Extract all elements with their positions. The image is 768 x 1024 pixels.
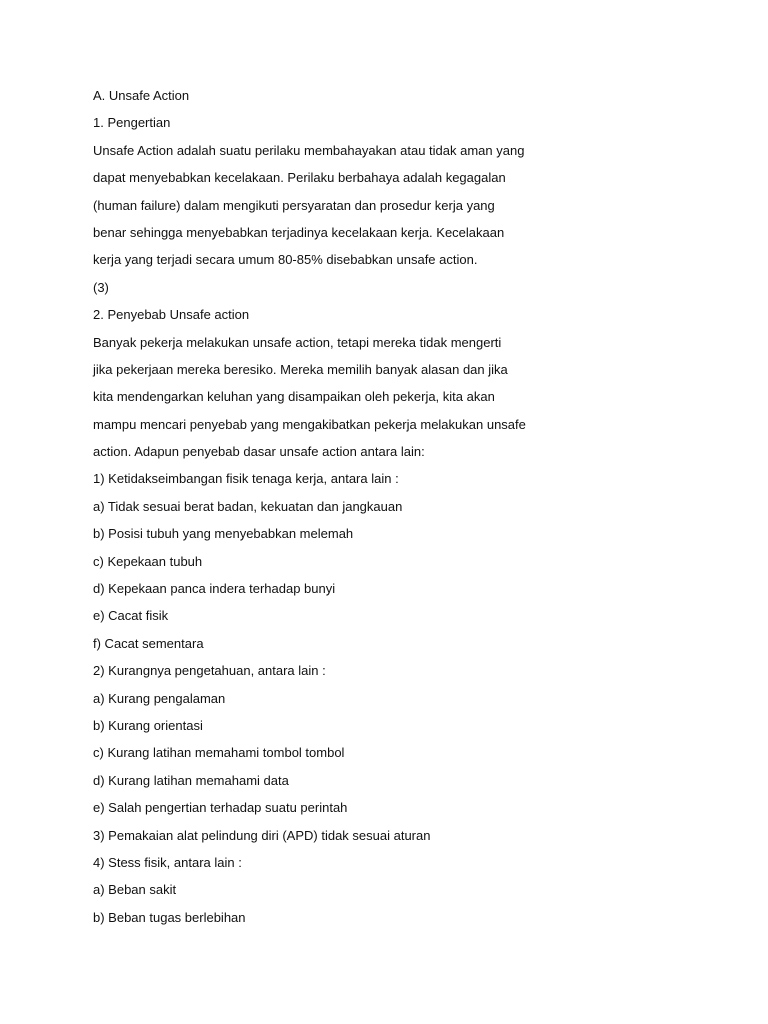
list-item: c) Kurang latihan memahami tombol tombol (93, 745, 345, 761)
paragraph-line: kita mendengarkan keluhan yang disampaikan oleh pekerja, kita akan (93, 389, 495, 405)
list-item: b) Posisi tubuh yang menyebabkan melemah (93, 526, 354, 542)
paragraph-line: Unsafe Action adalah suatu perilaku membahayakan atau tidak aman yang (93, 142, 525, 158)
section-heading: A. Unsafe Action (93, 88, 190, 103)
paragraph-line: benar sehingga menyebabkan terjadinya kecelakaan kerja. Kecelakaan (93, 224, 505, 240)
list-item: d) Kurang latihan memahami data (93, 772, 289, 788)
list-heading: 4) Stess fisik, antara lain : (93, 854, 242, 870)
list-heading: 2) Kurangnya pengetahuan, antara lain : (93, 663, 326, 679)
list-item: a) Tidak sesuai berat badan, kekuatan dan jangkauan (93, 498, 403, 514)
paragraph-line: dapat menyebabkan kecelakaan. Perilaku berbahaya adalah kegagalan (93, 170, 506, 186)
paragraph-line: kerja yang terjadi secara umum 80-85% disebabkan unsafe action. (93, 252, 478, 268)
paragraph-line: action. Adapun penyebab dasar unsafe action antara lain: (93, 444, 425, 460)
list-item: e) Cacat fisik (93, 608, 169, 624)
paragraph-line: mampu mencari penyebab yang mengakibatkan pekerja melakukan unsafe (93, 416, 526, 432)
list-heading: 1) Ketidakseimbangan fisik tenaga kerja, antara lain : (93, 471, 399, 487)
list-item: f) Cacat sementara (93, 635, 204, 651)
paragraph-line: (human failure) dalam mengikuti persyaratan dan prosedur kerja yang (93, 197, 495, 213)
list-item: d) Kepekaan panca indera terhadap bunyi (93, 581, 336, 597)
list-item: e) Salah pengertian terhadap suatu perintah (93, 800, 348, 816)
list-item: c) Kepekaan tubuh (93, 553, 203, 569)
subsection-heading: 1. Pengertian (93, 115, 171, 131)
list-item: a) Kurang pengalaman (93, 690, 226, 706)
paragraph-line: jika pekerjaan mereka beresiko. Mereka memilih banyak alasan dan jika (93, 361, 508, 377)
citation: (3) (93, 279, 109, 295)
list-item: b) Beban tugas berlebihan (93, 909, 246, 925)
paragraph-line: Banyak pekerja melakukan unsafe action, tetapi mereka tidak mengerti (93, 334, 502, 350)
subsection-heading: 2. Penyebab Unsafe action (93, 307, 250, 323)
document-body (93, 84, 693, 933)
list-item: a) Beban sakit (93, 882, 177, 898)
list-item: b) Kurang orientasi (93, 717, 203, 733)
list-heading: 3) Pemakaian alat pelindung diri (APD) tidak sesuai aturan (93, 827, 431, 843)
